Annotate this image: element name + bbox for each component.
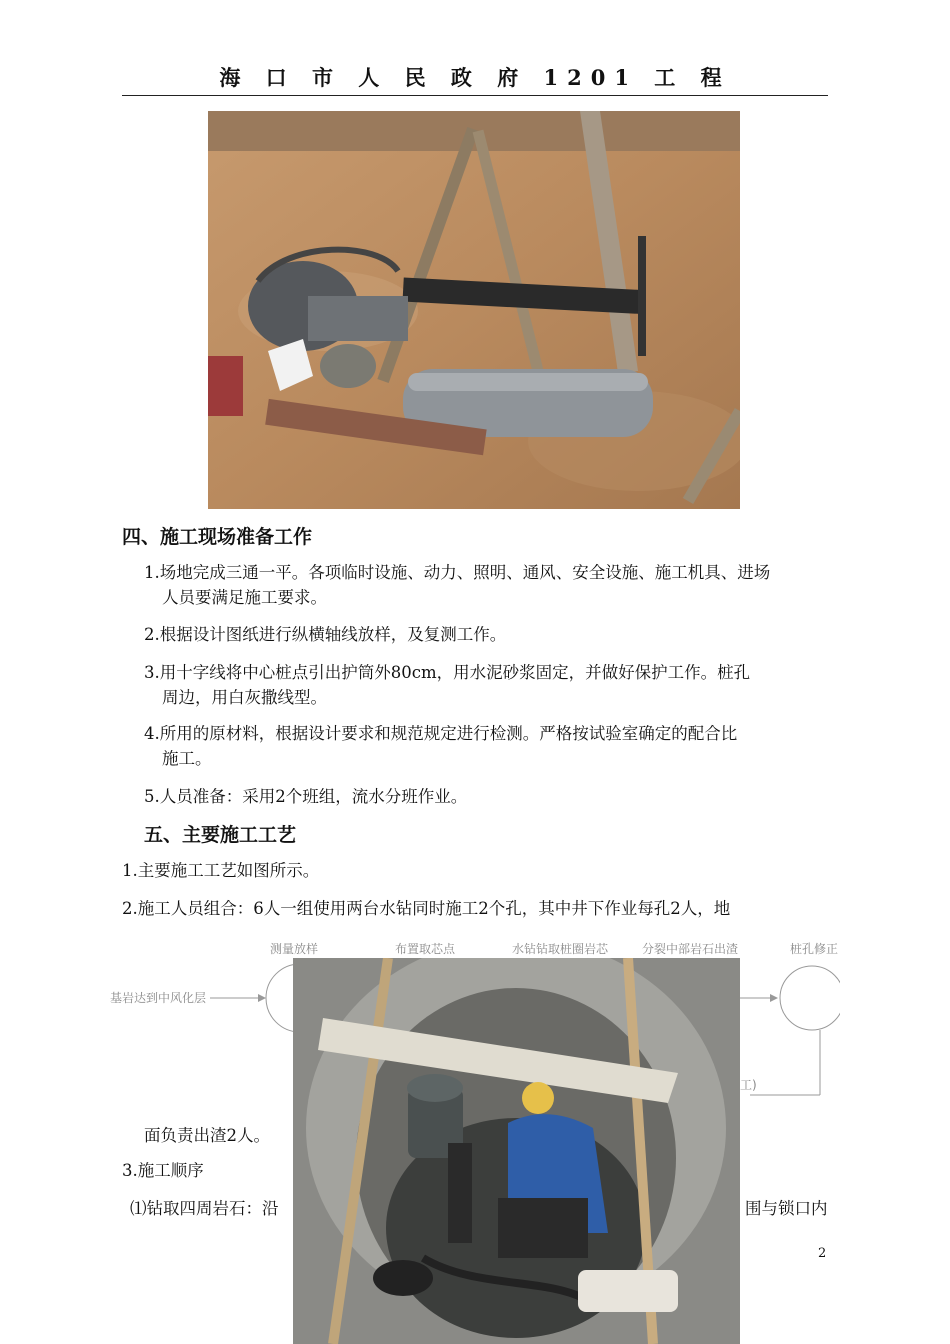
section5-para-2: 2.施工人员组合：6人一组使用两台水钻同时施工2个孔，其中井下作业每孔2人，地 bbox=[122, 899, 731, 918]
section4-heading: 四、施工现场准备工作 bbox=[122, 526, 313, 548]
section5-para-5-left: ⑴钻取四周岩石：沿 bbox=[130, 1199, 279, 1218]
header-rule bbox=[122, 95, 828, 96]
section4-item-4a: 4.所用的原材料，根据设计要求和规范规定进行检测。严格按试验室确定的配合比 bbox=[144, 724, 738, 743]
section4-item-3b: 周边，用白灰撒线型。 bbox=[162, 688, 327, 707]
site-photo-shaft-worker bbox=[293, 958, 740, 1344]
flow-step-5: 桩孔修正 bbox=[790, 942, 839, 956]
section5-para-4: 3.施工顺序 bbox=[122, 1161, 204, 1180]
page-header-title: 海 口 市 人 民 政 府 1201 工 程 bbox=[219, 65, 731, 90]
flow-step-3: 水钻钻取桩圈岩芯 bbox=[512, 942, 609, 956]
section4-item-1b: 人员要满足施工要求。 bbox=[162, 588, 327, 607]
flow-step-2: 布置取芯点 bbox=[395, 942, 456, 956]
section5-para-1: 1.主要施工工艺如图所示。 bbox=[122, 861, 320, 880]
section4-item-3a: 3.用十字线将中心桩点引出护筒外80cm，用水泥砂浆固定，并做好保护工作。桩孔 bbox=[144, 663, 751, 682]
section5-heading: 五、主要施工工艺 bbox=[144, 824, 297, 846]
flow-step-1: 测量放样 bbox=[270, 942, 319, 956]
site-photo-drill-rig bbox=[208, 111, 740, 509]
flow-partial-label: 工) bbox=[740, 1078, 757, 1092]
page-number: 2 bbox=[818, 1246, 827, 1261]
flow-start-label: 基岩达到中风化层 bbox=[110, 991, 207, 1005]
section4-item-5: 5.人员准备：采用2个班组，流水分班作业。 bbox=[144, 787, 468, 806]
section4-item-1a: 1.场地完成三通一平。各项临时设施、动力、照明、通风、安全设施、施工机具、进场 bbox=[144, 563, 771, 582]
section5-para-3: 面负责出渣2人。 bbox=[144, 1126, 270, 1145]
section4-item-2: 2.根据设计图纸进行纵横轴线放样，及复测工作。 bbox=[144, 625, 507, 644]
section5-para-5-right: 围与锁口内 bbox=[745, 1199, 828, 1218]
flow-step-4: 分裂中部岩石出渣 bbox=[642, 942, 739, 956]
section4-item-4b: 施工。 bbox=[162, 749, 212, 768]
